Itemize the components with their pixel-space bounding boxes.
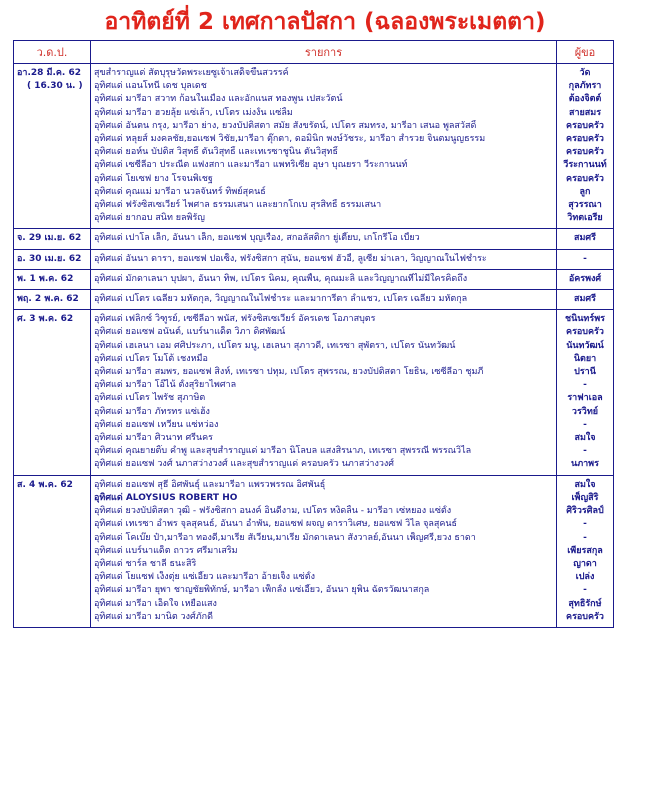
- intention-line: อุทิศแด่ เปโตร เฉลียว มหัตกุล, วิญญาณในไฟชำระ และมาการีตา ลำแชว, เปโตร เฉลียว มหัตกุล: [94, 294, 468, 305]
- requester-name: วัด: [579, 68, 591, 78]
- requester-name: -: [583, 446, 587, 457]
- requester-name: ศิริวรศิลป์: [566, 506, 604, 517]
- intention-line: อุทิศแด่ มารีอา มานิต วงศ์ภักดี: [94, 611, 213, 622]
- row-requester-cell: [557, 290, 614, 310]
- row-date-cell: [14, 249, 91, 269]
- row-items-cell: [91, 64, 557, 229]
- row-date-cell: [14, 64, 91, 229]
- row-items-cell: [91, 229, 557, 249]
- intention-line: อุทิศแด่ แอนโทนี่ เดช บุลเดช: [94, 81, 207, 92]
- row-requester-cell: [557, 229, 614, 249]
- intention-line: อุทิศแด่ มารีอา สวาท ก้อนในเมือง และอักแนส ทองพูน เปสะวัตน์: [94, 94, 343, 105]
- requester-name: ครอบครัว: [566, 134, 604, 145]
- intention-line: อุทิศแด่ เปโตร ไพรัช สุภาษิต: [94, 393, 206, 404]
- row-date-cell: [14, 229, 91, 249]
- row-date-cell: [14, 269, 91, 289]
- requester-name: สมใจ: [574, 433, 596, 444]
- row-requester-cell: [557, 475, 614, 627]
- row-requester-cell: [557, 269, 614, 289]
- requester-name: ครอบครัว: [566, 173, 604, 184]
- intention-line: อุทิศแด่ มารีอา เอ็ดใจ เหยื่อแสง: [94, 598, 217, 609]
- table-row: [14, 269, 614, 289]
- row-items-cell: [91, 475, 557, 627]
- intention-line: อุทิศแด่ มารีอา ภัทรทร แซ่เฮ้ง: [94, 406, 210, 417]
- intention-line: อุทิศแด่ แบร์นาแด็ต ถาวร ศรีมาเสริม: [94, 545, 238, 556]
- intention-line: อุทิศแด่ โคเบ๊ย ป๋า,มารีอา ทองดี,มาเรีย สัเวียน,มาเรีย มักดาเลนา สังวาลย์,อันนา เพ็ญศรี,ยวง ธาดา: [94, 532, 476, 543]
- requester-name: -: [583, 532, 587, 543]
- requester-name: -: [583, 380, 587, 391]
- intention-line: อุทิศแด่ มารีอา ศิวนาท ศรีนคร: [94, 433, 214, 444]
- requester-name: ลูก: [579, 186, 591, 197]
- requester-name: สมศรี: [574, 233, 596, 244]
- requester-name: วรวิทย์: [571, 406, 599, 417]
- intention-line: อุทิศแด่ คุณยายติ๊บ คำพู และสุขสำราญแด่ มารีอา นิโลบล แสงสิรนาภ, เทเรซา สุพรรณี พรรณวิไล: [94, 446, 472, 457]
- requester-name: ครอบครัว: [566, 611, 604, 622]
- row-requester-cell: [557, 310, 614, 475]
- header-date: ว.ด.ป.: [14, 41, 91, 64]
- requester-name: สุทธิรักษ์: [568, 598, 602, 609]
- intention-line: อุทิศแด่ มารีอา สมพร, ยอแซฟ สิงห์, เทเรซา ปทุม, เปโตร สุพรรณ, ยวงบัปติสตา โยธิน, เซซีลีอา ชุมภี่: [94, 367, 484, 378]
- intention-line: อุทิศแด่ ชาร์ล ชาลี ธนะสิริ: [94, 558, 197, 569]
- row-items-cell: [91, 249, 557, 269]
- requester-name: วิทตเอรีย: [567, 213, 603, 224]
- intention-line: อุทิศแด่ ยอแซฟ วงศ์ นภาสว่างวงศ์ และสุขสำราญแด่ ครอบครัว นภาสว่างวงศ์: [94, 459, 394, 470]
- intention-line: อุทิศแด่ อันนา ดารา, ยอแซฟ ปอเซ็ง, ฟรังซิสกา สุนัน, ยอแซฟ ฮัวอี้, ลูเซีย ม่าเลา, วิญญาณในไฟชำระ: [94, 253, 487, 264]
- table-row: [14, 310, 614, 475]
- requester-name: สุวรรณา: [568, 200, 602, 211]
- requester-name: ญาดา: [573, 558, 597, 569]
- intention-line: อุทิศแด่ มารีอา ยุพา ชาญชัยพิทักษ์, มารีอา เพ็กลั้ง แซ่เอี๊ยว, อันนา ยุพิน ฉัตรวัฒนาสกุล: [94, 585, 430, 596]
- intention-line: อุทิศแด่ ยอแซฟ อนันต์, แบร์นาแด็ต วิภา ดิศพัฒน์: [94, 327, 286, 338]
- requester-name: สมใจ: [574, 479, 596, 490]
- intention-line: อุทิศแด่ ยอห์น บัปติส วิสุทธิ์ ตันวิสุทธิ์ และเทเรซาชูนิน ตันวิสุทธิ์: [94, 147, 338, 158]
- intention-line: อุทิศแด่ อันตน กรุง, มารีอา ย่าง, ยวงบัปติสตา สมัย สังขรัตน์, เปโตร สมทรง, มารีอา เสนอ พูลสวัสดิ์: [94, 120, 477, 131]
- requester-name: เพ็ญสิริ: [571, 492, 599, 503]
- intention-line: อุทิศแด่ มักดาเลนา บุปผา, อันนา ทิพ, เปโตร นิคม, คุณพื้น, คุณมะลิ และวิญญาณที่ไม่มีใครคิดถึง: [94, 273, 468, 284]
- intention-line: อุทิศแด่ เปาโล เล็ก, อันนา เล็ก, ยอแซฟ บุญเรือง, สกอลัสติกา ยู่เตี๊ยบ, เกโกรีโอ เบี้ยว: [94, 233, 420, 244]
- row-date: อา.28 มี.ค. 62: [17, 68, 81, 78]
- row-date-cell: [14, 310, 91, 475]
- table-row: [14, 64, 614, 229]
- requester-name: นภาพร: [571, 459, 599, 470]
- requester-name: ชนินทร์พร: [565, 314, 605, 325]
- requester-name: -: [583, 585, 587, 596]
- row-requester-cell: [557, 64, 614, 229]
- mass-intentions-table: [13, 40, 614, 628]
- intention-line: อุทิศแด่ ยากอบ สนิท ยลพิรัญ: [94, 213, 205, 224]
- requester-name: สายสมร: [568, 107, 602, 118]
- intention-line: อุทิศแด่ เทเรซา อำพร จุลสุคนธ์, อันนา อำพัน, ยอแซฟ ผจญ ดาราวิเศษ, ยอแซฟ วิไล จุลสุคนธ์: [94, 519, 458, 530]
- intention-line: อุทิศแด่ มารีอา โอ๊ไน้ ตั้งสุริยาไพศาล: [94, 380, 237, 391]
- requester-name: -: [583, 419, 587, 430]
- intention-line: อุทิศแด่ ฟรังซิสเซเวียร์ ไพศาล ธรรมเสนา และยากโกเบ สุรสิทธิ์ ธรรมเสนา: [94, 200, 382, 211]
- table-header-row: [14, 41, 614, 64]
- row-date-cell: [14, 475, 91, 627]
- intention-line: อุทิศแด่ เฟลิกซ์ วิฑูรย์, เซซีลีอา พนัส, ฟรังซิสเซเวียร์ อัครเดช โอภาสบุตร: [94, 314, 376, 325]
- row-date: ส. 4 พ.ค. 62: [17, 479, 73, 490]
- row-date: พ. 1 พ.ค. 62: [17, 273, 74, 284]
- row-items-cell: [91, 310, 557, 475]
- page-title: อาทิตย์ที่ 2 เทศกาลปัสกา (ฉลองพระเมตตา): [104, 9, 546, 35]
- requester-name: ครอบครัว: [566, 327, 604, 338]
- intention-line: อุทิศแด่ มารีอา ฮวยลุ้ย แซ่เล้า, เปโตร เม่งงั้น แซ่ลิ้ม: [94, 107, 293, 118]
- table-row: [14, 475, 614, 627]
- intention-line: อุทิศแด่ ยอแซฟ สุธี อิศพันธุ์ และมารีอา แพรวพรรณ อิศพันธุ์: [94, 479, 326, 490]
- requester-name: อัครพงศ์: [568, 273, 602, 284]
- requester-name: วีระกานนท์: [563, 160, 607, 171]
- requester-name: ต้องจิตต์: [568, 94, 602, 105]
- row-date: อ. 30 เม.ย. 62: [17, 253, 82, 264]
- requester-name: เพียรสกุล: [567, 545, 603, 556]
- intention-line: อุทิศแด่ ALOYSIUS ROBERT HO: [94, 492, 238, 503]
- requester-name: ปรานี: [574, 367, 596, 378]
- requester-name: ราฟาเอล: [567, 393, 603, 404]
- requester-name: กุลภัทรา: [568, 81, 602, 92]
- intention-line: อุทิศแด่ ยอแซฟ เหวียน แซ่หว่อง: [94, 419, 219, 430]
- requester-name: นิตยา: [573, 353, 597, 364]
- intention-line: สุขสำราญแด่ สัตบุรุษวัดพระเยซูเจ้าเสด็จขึ้นสวรรค์: [94, 68, 289, 78]
- intention-line: อุทิศแด่ โยเซฟ ยาง โรจนพิเชฐ: [94, 173, 213, 184]
- table-row: [14, 290, 614, 310]
- intention-line: อุทิศแด่ หลุยส์ มงคลชัย,ยอแซฟ วิชัย,มารีอา ตุ๊กตา, ดอมินิก พงษ์วัชระ, มารีอา สำรวย จินตมนูญธรรม: [94, 134, 486, 145]
- row-time: ( 16.30 น. ): [27, 81, 83, 91]
- table-row: [14, 229, 614, 249]
- intention-line: อุทิศแด่ คุณแม่ มารีอา นวลจันทร์ ทิพย์สุคนธ์: [94, 186, 266, 197]
- requester-name: เปล่ง: [575, 572, 595, 583]
- header-items: รายการ: [91, 41, 557, 64]
- table-row: [14, 249, 614, 269]
- row-date: พฤ. 2 พ.ค. 62: [17, 294, 79, 305]
- row-items-cell: [91, 269, 557, 289]
- intention-line: อุทิศแด่ เปโตร โมโต้ เชงหมือ: [94, 353, 208, 364]
- row-items-cell: [91, 290, 557, 310]
- row-date: จ. 29 เม.ย. 62: [17, 233, 82, 244]
- requester-name: -: [583, 253, 587, 264]
- intention-line: อุทิศแด่ โยแซฟ เง็งตุ่ย แซ่เอี๊ยว และมารีอา อ้ายเจ็ง แซ่ตั้ง: [94, 572, 316, 583]
- header-requester: ผู้ขอ: [557, 41, 614, 64]
- row-requester-cell: [557, 249, 614, 269]
- intention-line: อุทิศแด่ ยวงบัปติสตา วุฒิ - ฟรังซิสกา อนงค์ อินดีงาม, เปโตร หงิดลิ้น - มารีอา เซ่หยอง แซ่ตั้ง: [94, 506, 452, 517]
- intention-line: อุทิศแด่ เฮเลนา เอม ศศิประภา, เปโตร มนู, เฮเลนา สุภาวดี, เทเรซา สุพัตรา, เปโตร นันทวัฒน์: [94, 340, 456, 351]
- requester-name: ครอบครัว: [566, 147, 604, 158]
- requester-name: ครอบครัว: [566, 120, 604, 131]
- row-date-cell: [14, 290, 91, 310]
- requester-name: นันทวัฒน์: [566, 340, 604, 351]
- row-date: ศ. 3 พ.ค. 62: [17, 314, 74, 325]
- intention-line: อุทิศแด่ เซซีลีอา ประณีต แฟงสกา และมารีอา แพทริเซีย อุษา บุณยรา วีระกานนท์: [94, 160, 408, 171]
- requester-name: -: [583, 519, 587, 530]
- requester-name: สมศรี: [574, 294, 596, 305]
